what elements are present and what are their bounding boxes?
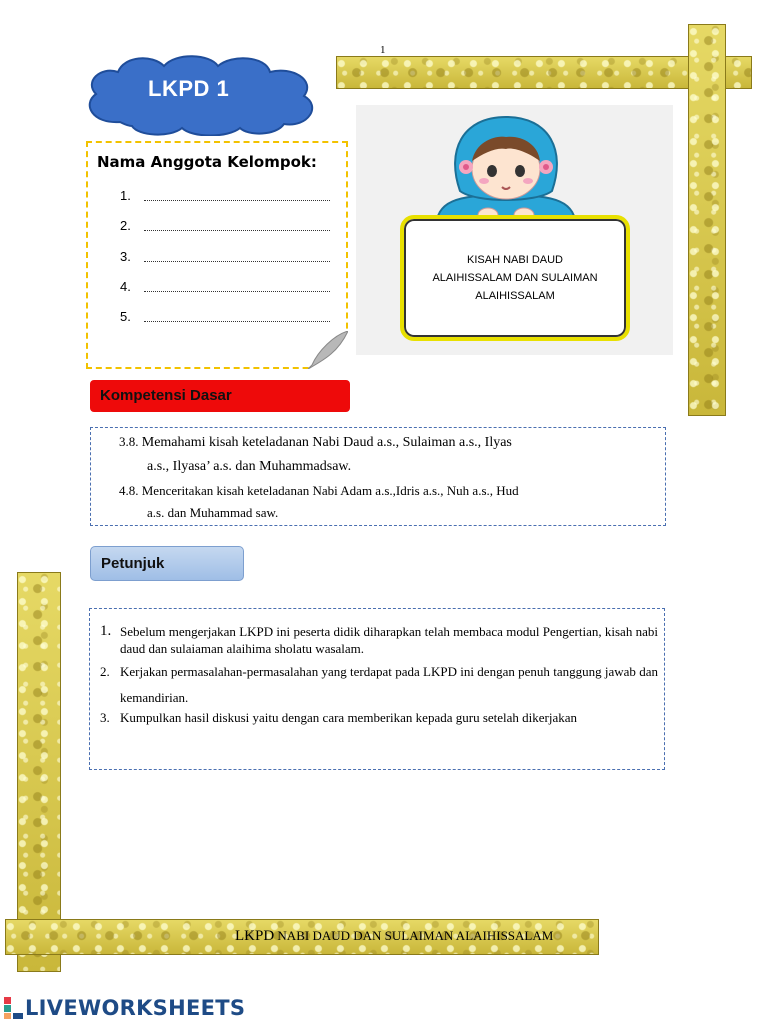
member-row[interactable]: 4. <box>120 279 330 294</box>
member-input-line[interactable] <box>144 311 330 322</box>
kompetensi-dasar-label: Kompetensi Dasar <box>90 380 350 412</box>
member-row[interactable]: 1. <box>120 188 330 203</box>
petunjuk-item: 2. Kerjakan permasalahan-permasalahan yang terdapat pada LKPD ini dengan penuh tanggung jawab dan kemandirian. <box>100 664 658 705</box>
gold-frame-right <box>688 24 726 416</box>
brand-name: LIVEWORKSHEETS <box>25 996 246 1020</box>
title-sign <box>400 215 630 341</box>
illustration <box>356 105 673 355</box>
members-title: Nama Anggota Kelompok: <box>97 153 317 171</box>
gold-frame-left <box>17 572 61 972</box>
member-input-line[interactable] <box>144 251 330 262</box>
title-cloud <box>80 52 324 136</box>
member-row[interactable]: 3. <box>120 249 330 264</box>
member-row[interactable]: 2. <box>120 218 330 233</box>
page-curl-icon <box>308 331 348 369</box>
footer-text: LKPD NABI DAUD DAN SULAIMAN ALAIHISSALAM <box>235 928 554 944</box>
member-row[interactable]: 5. <box>120 309 330 324</box>
sign-text: KISAH NABI DAUD ALAIHISSALAM DAN SULAIMAN ALAIHISSALAM <box>432 254 598 302</box>
petunjuk-box <box>89 608 665 770</box>
page-number: 1 <box>380 44 386 56</box>
members-box <box>86 141 348 369</box>
kompetensi-box <box>90 427 666 526</box>
petunjuk-item: 1. Sebelum mengerjakan LKPD ini peserta didik diharapkan telah membaca modul Pengertian, kisah nabi daud dan sulaiaman alaihima sholatu wasalam. <box>100 623 658 656</box>
petunjuk-label: Petunjuk <box>90 546 244 581</box>
liveworksheets-brand[interactable] <box>3 996 245 1020</box>
girl-hijab-icon <box>416 111 596 231</box>
page-title: LKPD 1 <box>148 76 230 101</box>
member-input-line[interactable] <box>144 281 330 292</box>
kompetensi-item: 3.8. Memahami kisah keteladanan Nabi Daud a.s., Sulaiman a.s., Ilyas <box>119 434 512 450</box>
petunjuk-item: 3. Kumpulkan hasil diskusi yaitu dengan cara memberikan kepada guru setelah dikerjakan <box>100 710 578 725</box>
liveworksheets-logo-icon <box>3 996 25 1020</box>
kompetensi-item-cont: a.s. dan Muhammad saw. <box>147 505 279 520</box>
kompetensi-item: 4.8. Menceritakan kisah keteladanan Nabi Adam a.s.,Idris a.s., Nuh a.s., Hud <box>119 483 519 498</box>
member-input-line[interactable] <box>144 220 330 231</box>
kompetensi-item-cont: a.s., Ilyasa’ a.s. dan Muhammadsaw. <box>147 459 352 474</box>
member-input-line[interactable] <box>144 190 330 201</box>
